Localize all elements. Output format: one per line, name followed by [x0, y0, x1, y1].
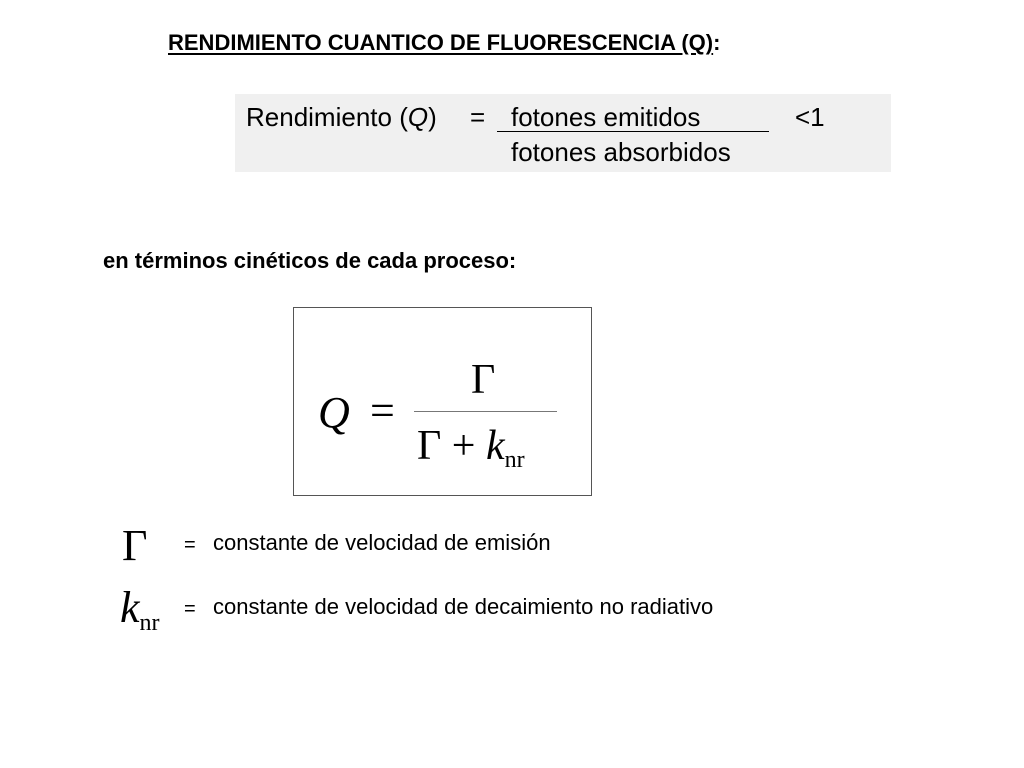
legend-knr-equals: =	[184, 598, 196, 620]
yield-inequality: <1	[795, 102, 825, 132]
q-den-gamma: Γ	[417, 423, 442, 469]
slide-title	[168, 30, 720, 56]
q-den-plus: +	[451, 423, 476, 469]
legend-knr-definition: constante de velocidad de decaimiento no radiativo	[213, 594, 714, 619]
legend-knr-symbol	[120, 583, 160, 648]
legend-gamma-symbol: Γ	[122, 521, 148, 570]
q-formula-denominator	[417, 422, 525, 484]
yield-numerator: fotones emitidos	[511, 102, 701, 132]
yield-denominator: fotones absorbidos	[511, 137, 731, 167]
yield-lhs-suffix: )	[428, 102, 437, 132]
yield-lhs-symbol: Q	[407, 102, 429, 132]
q-den-k: k	[485, 423, 505, 469]
yield-lhs	[246, 102, 437, 132]
yield-fraction-bar	[497, 131, 769, 132]
slide-title-colon: :	[713, 30, 721, 55]
legend-gamma-equals: =	[184, 534, 196, 556]
q-formula-equals: =	[370, 386, 395, 435]
legend-gamma-definition: constante de velocidad de emisión	[213, 530, 551, 555]
q-formula-numerator: Γ	[471, 357, 496, 403]
yield-lhs-prefix: Rendimiento (	[246, 102, 408, 132]
q-formula-fraction-bar	[414, 411, 557, 412]
yield-equals-sign: =	[470, 102, 486, 132]
legend-knr-subscript: nr	[139, 610, 160, 636]
slide-title-text: RENDIMIENTO CUANTICO DE FLUORESCENCIA (Q)	[168, 30, 714, 55]
q-formula-lhs: Q	[318, 388, 350, 437]
legend-knr-k: k	[120, 583, 140, 632]
q-den-k-subscript: nr	[504, 447, 525, 473]
kinetic-heading: en términos cinéticos de cada proceso:	[103, 248, 517, 273]
